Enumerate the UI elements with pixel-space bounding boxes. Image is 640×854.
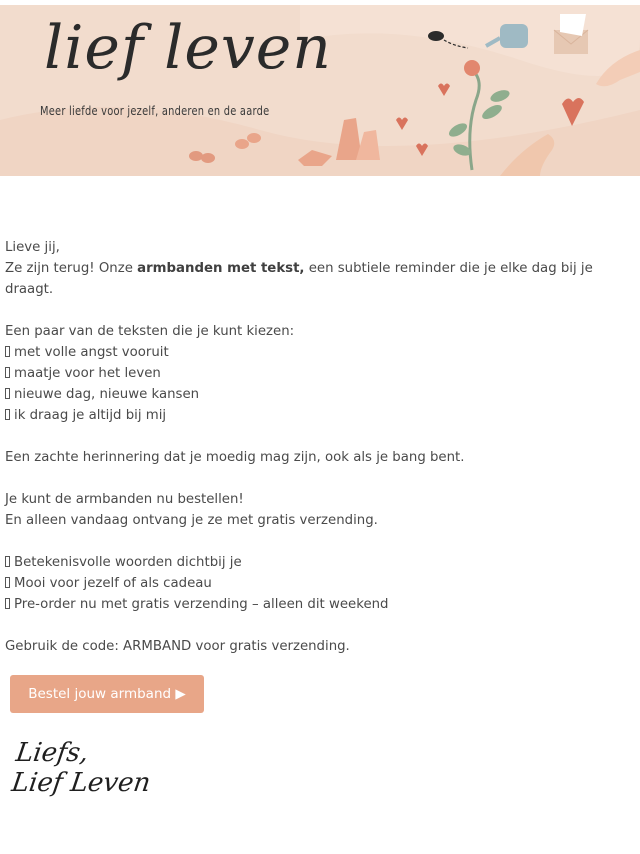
list-item: Pre-order nu met gratis verzending – alleen dit weekend (5, 594, 635, 615)
greeting: Lieve jij, (5, 240, 60, 255)
order-bracelet-button[interactable]: Bestel jouw armband ▶ (10, 675, 204, 713)
header-banner (0, 0, 640, 176)
list-item: nieuwe dag, nieuwe kansen (5, 384, 635, 405)
bullet-icon (5, 556, 10, 567)
watering-can-icon (500, 24, 528, 48)
brand-logo: lief leven (44, 13, 332, 83)
bullet-icon (5, 598, 10, 609)
list-heading: Een paar van de teksten die je kunt kiezen: (5, 324, 295, 339)
intro-paragraph: Ze zijn terug! Onze armbanden met tekst, een subtiele reminder die je elke dag bij je draagt. (5, 261, 593, 297)
bullet-icon (5, 577, 10, 588)
header-top-edge (0, 0, 640, 5)
list-item: met volle angst vooruit (5, 342, 635, 363)
list-item: Betekenisvolle woorden dichtbij je (5, 552, 635, 573)
list-item: Mooi voor jezelf of als cadeau (5, 573, 635, 594)
discount-code-text: Gebruik de code: ARMBAND voor gratis verzending. (5, 639, 350, 654)
order-text: En alleen vandaag ontvang je ze met gratis verzending. (5, 513, 378, 528)
order-text: Je kunt de armbanden nu bestellen! (5, 492, 244, 507)
list-item: ik draag je altijd bij mij (5, 405, 635, 426)
flower-icon (464, 60, 480, 76)
bullet-icon (5, 409, 10, 420)
brand-tagline: Meer liefde voor jezelf, anderen en de aarde (40, 104, 270, 118)
bullet-icon (5, 367, 10, 378)
reminder-text: Een zachte herinnering dat je moedig mag zijn, ook als je bang bent. (5, 450, 465, 465)
product-highlight: armbanden met tekst, (137, 261, 305, 276)
bullet-icon (5, 346, 10, 357)
signature: Liefs, Lief Leven (9, 738, 153, 798)
bullet-icon (5, 388, 10, 399)
list-item: maatje voor het leven (5, 363, 635, 384)
email-body (5, 237, 635, 657)
bee-icon (428, 31, 444, 41)
